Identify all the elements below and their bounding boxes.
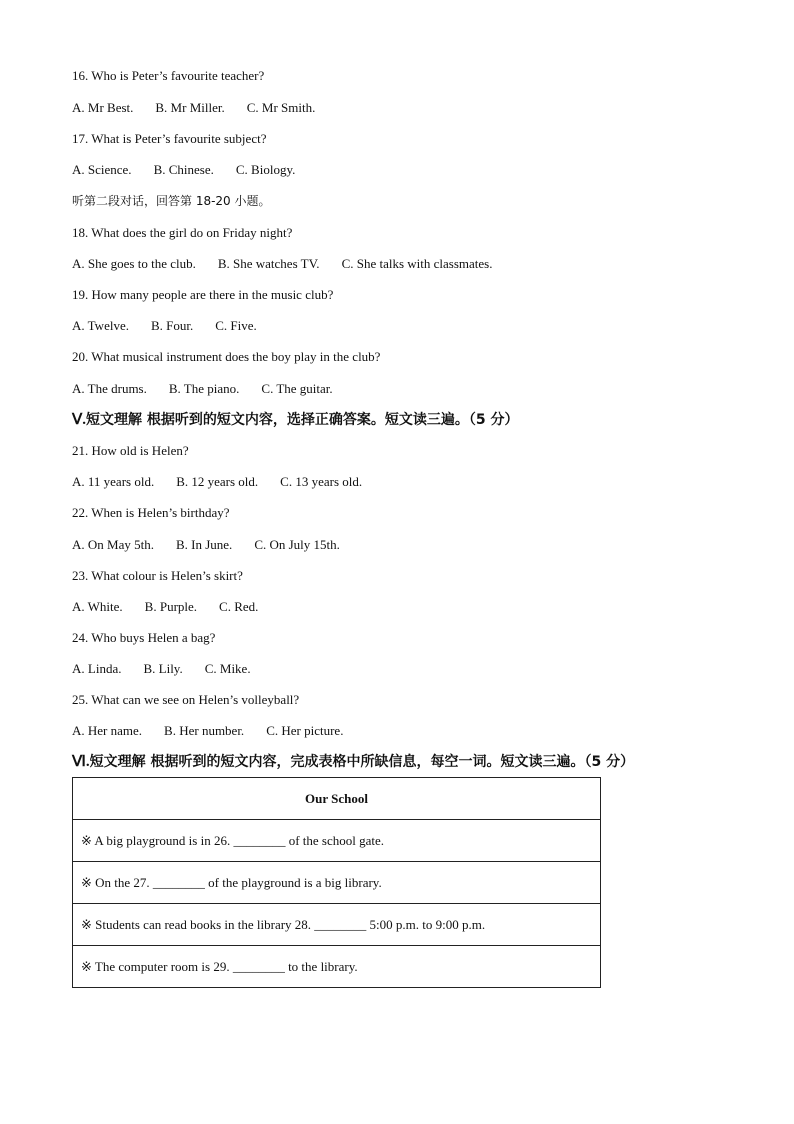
table-cell-27: ※ On the 27. ________ of the playground is a big library.	[73, 862, 601, 904]
options-21	[72, 474, 384, 490]
option-c: C. Biology.	[235, 162, 296, 177]
option-a: A. White.	[72, 599, 123, 614]
option-b: B. Her number.	[164, 723, 245, 738]
options-16	[72, 100, 337, 116]
question-22: 22. When is Helen’s birthday?	[72, 505, 230, 520]
option-a: A. Linda.	[72, 661, 122, 676]
options-23	[72, 599, 280, 615]
option-a: A. Her name.	[72, 723, 143, 738]
options-20	[72, 381, 355, 397]
question-17: 17. What is Peter’s favourite subject?	[72, 131, 267, 146]
instruction-dialogue-2: 听第二段对话，回答第 18-20 小题。	[72, 194, 271, 208]
section-6-heading	[72, 753, 634, 771]
option-a: A. On May 5th.	[72, 537, 154, 552]
section-title: 短文理解 根据听到的短文内容，选择正确答案。短文读三遍。（5 分）	[86, 412, 519, 428]
options-25	[72, 723, 365, 739]
question-19: 19. How many people are there in the music club?	[72, 287, 334, 302]
option-c: C. Her picture.	[266, 723, 344, 738]
option-c: C. Red.	[219, 599, 259, 614]
table-row	[73, 946, 601, 988]
option-a: A. Science.	[72, 162, 132, 177]
options-24	[72, 661, 273, 677]
table-header-row	[73, 778, 601, 820]
table-header: Our School	[73, 778, 601, 820]
options-17	[72, 162, 317, 178]
table-cell-29: ※ The computer room is 29. ________ to the library.	[73, 946, 601, 988]
option-b: B. Chinese.	[153, 162, 214, 177]
section-5-heading	[72, 411, 519, 429]
option-c: C. She talks with classmates.	[341, 256, 493, 271]
option-c: C. Mike.	[204, 661, 251, 676]
option-b: B. Mr Miller.	[155, 100, 225, 115]
table-row	[73, 862, 601, 904]
question-21: 21. How old is Helen?	[72, 443, 189, 458]
options-22	[72, 537, 362, 553]
question-24: 24. Who buys Helen a bag?	[72, 630, 216, 645]
options-19	[72, 318, 279, 334]
question-16: 16. Who is Peter’s favourite teacher?	[72, 68, 265, 83]
option-b: B. She watches TV.	[217, 256, 320, 271]
table-cell-26: ※ A big playground is in 26. ________ of the school gate.	[73, 820, 601, 862]
option-c: C. Five.	[215, 318, 257, 333]
option-b: B. The piano.	[168, 381, 240, 396]
table-row	[73, 904, 601, 946]
option-b: B. Lily.	[143, 661, 183, 676]
info-table	[72, 777, 601, 988]
option-c: C. Mr Smith.	[246, 100, 316, 115]
section-numeral: Ⅵ.	[72, 754, 90, 770]
question-25: 25. What can we see on Helen’s volleyball?	[72, 692, 300, 707]
option-a: A. 11 years old.	[72, 474, 155, 489]
question-20: 20. What musical instrument does the boy play in the club?	[72, 349, 381, 364]
option-b: B. Purple.	[144, 599, 198, 614]
question-23: 23. What colour is Helen’s skirt?	[72, 568, 243, 583]
section-title: 短文理解 根据听到的短文内容，完成表格中所缺信息，每空一词。短文读三遍。（5 分）	[89, 754, 635, 770]
option-c: C. 13 years old.	[280, 474, 363, 489]
table-cell-28: ※ Students can read books in the library 28. ________ 5:00 p.m. to 9:00 p.m.	[73, 904, 601, 946]
options-18	[72, 256, 515, 272]
option-c: C. The guitar.	[261, 381, 333, 396]
option-a: A. Mr Best.	[72, 100, 134, 115]
option-c: C. On July 15th.	[254, 537, 340, 552]
option-b: B. 12 years old.	[176, 474, 259, 489]
section-numeral: Ⅴ.	[72, 412, 87, 428]
option-a: A. The drums.	[72, 381, 147, 396]
question-18: 18. What does the girl do on Friday night?	[72, 225, 293, 240]
table-row	[73, 820, 601, 862]
option-b: B. Four.	[150, 318, 194, 333]
option-a: A. Twelve.	[72, 318, 129, 333]
option-a: A. She goes to the club.	[72, 256, 196, 271]
option-b: B. In June.	[175, 537, 233, 552]
